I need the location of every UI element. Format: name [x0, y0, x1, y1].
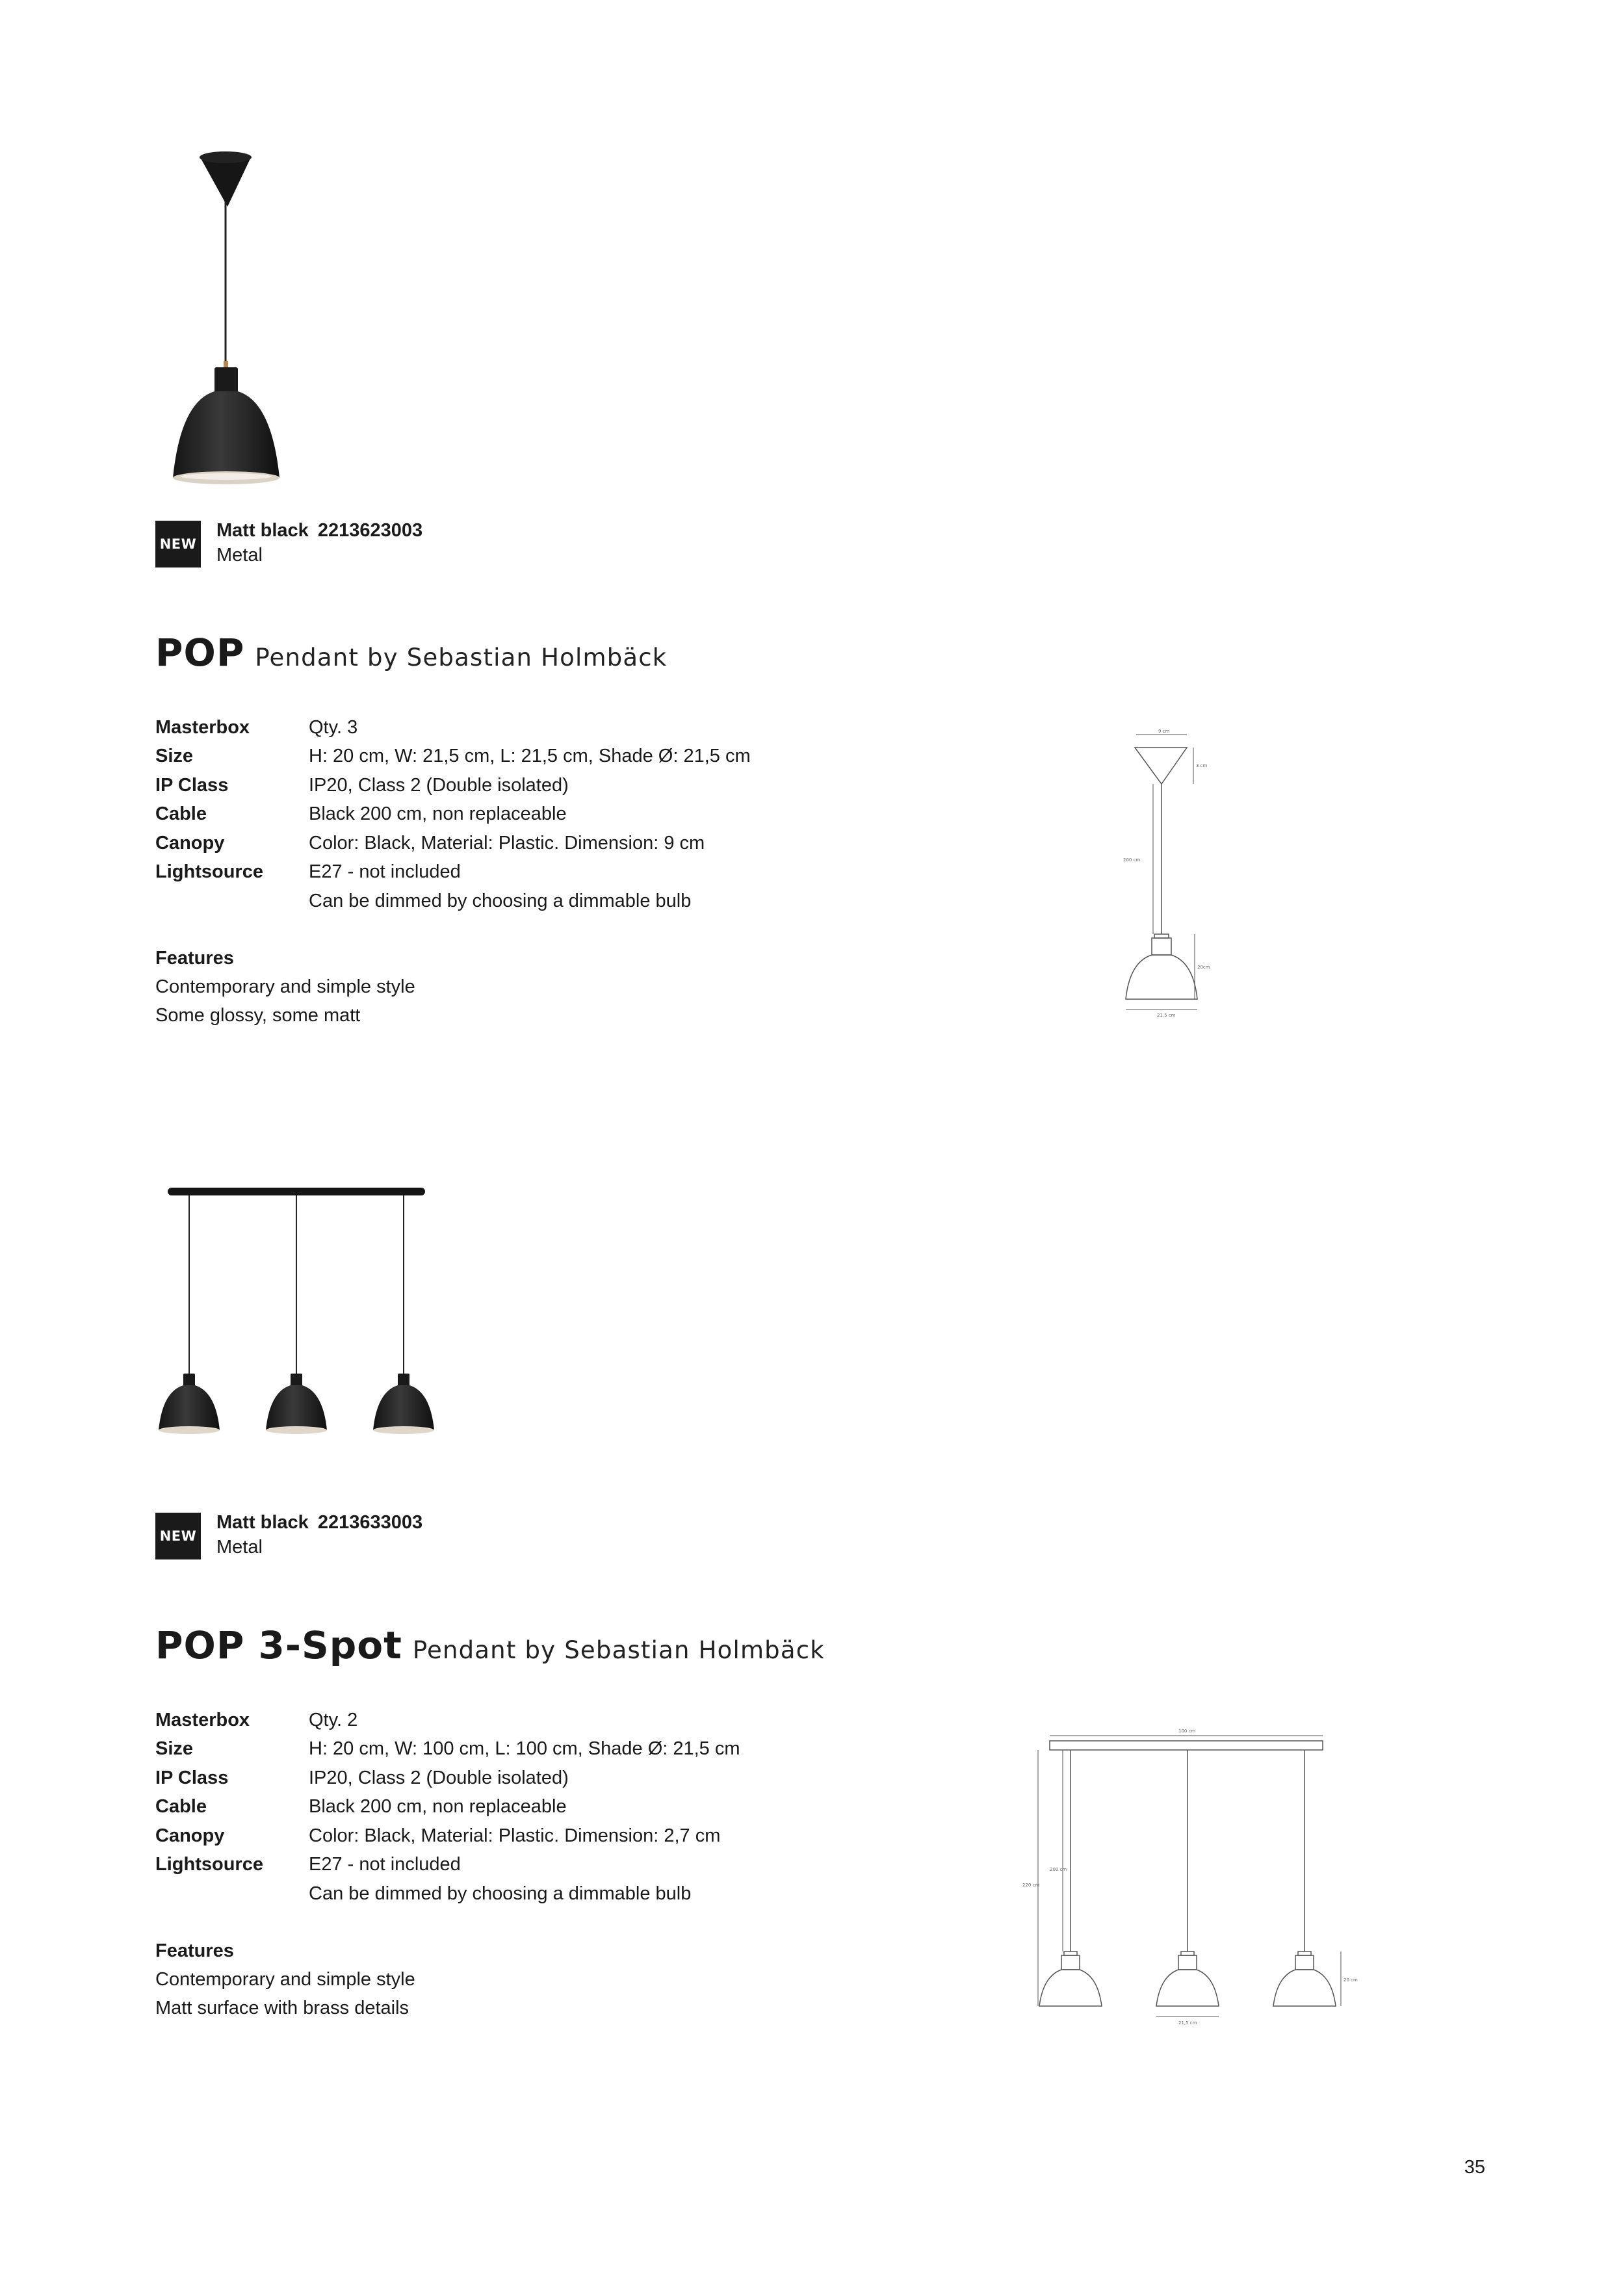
variant-info: [216, 518, 432, 567]
spec-value: IP20, Class 2 (Double isolated): [309, 774, 569, 796]
spec-row: [155, 1879, 740, 1909]
spec-row: [155, 1764, 740, 1793]
product-name: POP: [155, 631, 245, 675]
features-list: [155, 1937, 415, 2022]
spec-row: [155, 713, 751, 742]
spec-value: Color: Black, Material: Plastic. Dimension: 2,7 cm: [309, 1825, 721, 1846]
pop-technical-drawing: [1105, 728, 1235, 1021]
feature-item: Contemporary and simple style: [155, 1968, 415, 1990]
spec-value: E27 - not included: [309, 1854, 461, 1875]
spec-row: [155, 800, 751, 829]
spec-label: Cable: [155, 1796, 207, 1818]
svg-text:200 cm: 200 cm: [1123, 857, 1141, 863]
svg-text:3 cm: 3 cm: [1196, 763, 1208, 768]
spec-value: E27 - not included: [309, 861, 461, 883]
spec-label: Lightsource: [155, 861, 263, 883]
pop-3-spot-technical-drawing: [1011, 1723, 1375, 2035]
product-name: POP 3-Spot: [155, 1623, 402, 1667]
svg-text:9 cm: 9 cm: [1158, 729, 1170, 734]
spec-row: [155, 742, 751, 772]
svg-text:220 cm: 220 cm: [1022, 1883, 1040, 1888]
spec-label: Size: [155, 746, 194, 767]
feature-item: Matt surface with brass details: [155, 1997, 409, 2018]
spec-label: IP Class: [155, 1767, 229, 1788]
svg-text:21,5 cm: 21,5 cm: [1178, 2020, 1197, 2026]
feature-item: Contemporary and simple style: [155, 976, 415, 997]
spec-row: [155, 1821, 740, 1851]
spec-value: Qty. 2: [309, 1709, 358, 1730]
variant-code: 2213623003: [317, 520, 423, 541]
spec-value: Can be dimmed by choosing a dimmable bulb: [309, 1883, 692, 1904]
features-heading: Features: [155, 1940, 234, 1961]
variant-color: Matt black: [216, 1512, 309, 1533]
spec-table: [155, 713, 751, 916]
spec-label: Lightsource: [155, 1854, 263, 1875]
spec-row: [155, 1793, 740, 1822]
spec-value: Black 200 cm, non replaceable: [309, 803, 567, 825]
spec-label: Canopy: [155, 1825, 225, 1846]
spec-row: [155, 771, 751, 800]
product-subtitle: Pendant by Sebastian Holmbäck: [412, 1636, 825, 1664]
spec-table: [155, 1706, 740, 1909]
spec-value: Can be dimmed by choosing a dimmable bulb: [309, 890, 692, 911]
spec-row: [155, 858, 751, 887]
svg-text:21,5 cm: 21,5 cm: [1157, 1013, 1176, 1018]
variant-code: 2213633003: [317, 1512, 423, 1533]
features-heading: Features: [155, 947, 234, 969]
feature-item: Some glossy, some matt: [155, 1004, 361, 1026]
variant-info: [216, 1510, 432, 1559]
svg-text:200 cm: 200 cm: [1050, 1867, 1067, 1872]
pop-pendant-photo: [162, 150, 292, 494]
spec-row: [155, 1851, 740, 1880]
svg-text:20 cm: 20 cm: [1344, 1977, 1358, 1983]
spec-value: IP20, Class 2 (Double isolated): [309, 1767, 569, 1788]
spec-value: H: 20 cm, W: 21,5 cm, L: 21,5 cm, Shade Ø: 21,5 cm: [309, 746, 751, 767]
spec-value: Black 200 cm, non replaceable: [309, 1796, 567, 1818]
spec-value: Qty. 3: [309, 716, 358, 738]
product-subtitle: Pendant by Sebastian Holmbäck: [255, 644, 668, 672]
spec-row: [155, 1735, 740, 1764]
spec-label: Masterbox: [155, 1709, 250, 1730]
new-badge: NEW: [155, 1513, 201, 1559]
variant-color: Matt black: [216, 520, 309, 541]
features-list: [155, 944, 415, 1030]
product-title: [155, 1623, 825, 1667]
svg-text:100 cm: 100 cm: [1178, 1729, 1196, 1734]
spec-row: [155, 829, 751, 858]
pop-3-spot-photo: [153, 1180, 439, 1440]
variant-material: Metal: [216, 1537, 263, 1558]
spec-label: Masterbox: [155, 716, 250, 738]
page-number: 35: [1464, 2157, 1485, 2178]
svg-text:20cm: 20cm: [1197, 965, 1210, 970]
spec-value: Color: Black, Material: Plastic. Dimension: 9 cm: [309, 832, 705, 854]
spec-row: [155, 1706, 740, 1735]
spec-value: H: 20 cm, W: 100 cm, L: 100 cm, Shade Ø: 21,5 cm: [309, 1738, 740, 1760]
spec-label: Canopy: [155, 832, 225, 854]
spec-label: Size: [155, 1738, 194, 1760]
spec-label: IP Class: [155, 774, 229, 796]
spec-label: Cable: [155, 803, 207, 825]
variant-material: Metal: [216, 545, 263, 566]
spec-row: [155, 887, 751, 916]
product-title: [155, 631, 667, 675]
new-badge: NEW: [155, 521, 201, 567]
